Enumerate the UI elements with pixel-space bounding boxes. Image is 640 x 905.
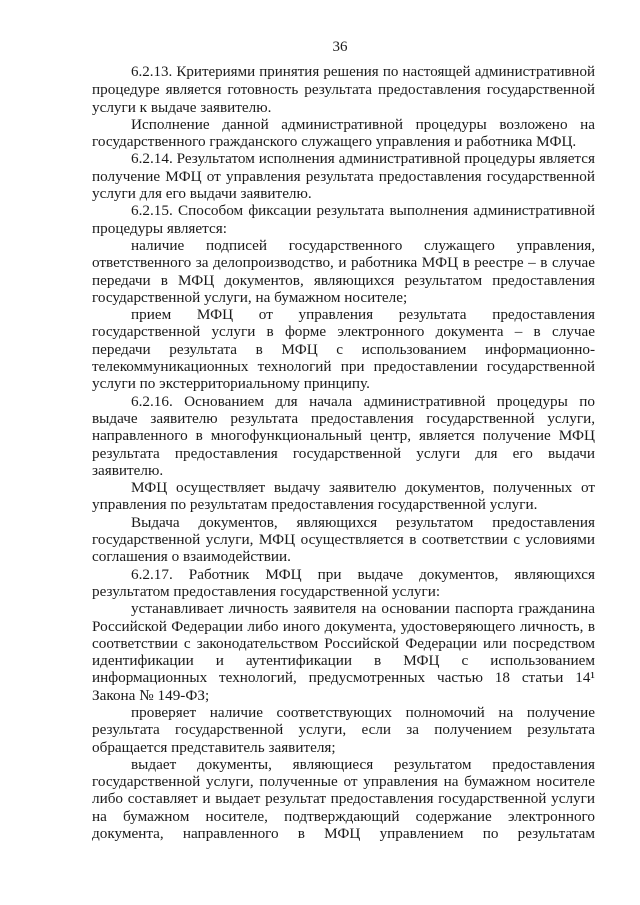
text-line: государственной услуги в форме электронного документа – в случае <box>92 323 595 341</box>
text-line: направленного в многофункциональный центр, является получение МФЦ <box>92 427 595 445</box>
text-line: результата предоставления государственной услуги для его выдачи <box>92 444 595 462</box>
text-line: 6.2.14. Результатом исполнения административной процедуры является <box>131 150 595 168</box>
text-line: соответствии с законодательством Российской Федерации или посредством <box>92 634 595 652</box>
text-line: соглашения о взаимодействии. <box>92 548 291 566</box>
text-line: получение МФЦ от управления результата предоставления государственной <box>92 167 595 185</box>
text-line: государственной услуги, МФЦ осуществляется в соответствии с условиями <box>92 531 595 549</box>
text-line: результатом предоставления государственной услуги: <box>92 582 441 600</box>
text-line: государственной услуги, полученные от управления на бумажном носителе <box>92 773 595 791</box>
text-line: проверяет наличие соответствующих полномочий на получение <box>131 703 595 721</box>
text-line: 6.2.13. Критериями принятия решения по настоящей административной <box>131 64 595 80</box>
text-line: 6.2.15. Способом фиксации результата выполнения административной <box>131 202 595 220</box>
text-line: передачи в МФЦ документов, являющихся результатом предоставления <box>92 271 595 289</box>
text-line: Закона № 149-ФЗ; <box>92 686 210 704</box>
text-line: выдает документы, являющиеся результатом предоставления <box>131 755 595 773</box>
text-line: процедуре является готовность результата предоставления государственной <box>92 81 595 99</box>
page-number: 36 <box>332 39 348 55</box>
text-line: телекоммуникационных технологий при предоставлении государственной <box>92 358 595 376</box>
text-line: услуги к выдаче заявителю. <box>92 98 272 116</box>
text-line: процедуры является: <box>92 219 227 237</box>
text-line: МФЦ осуществляет выдачу заявителю документов, полученных от <box>131 479 595 497</box>
text-line: выдаче заявителю результата предоставления государственной услуги, <box>92 409 595 427</box>
text-line: передачи результата в МФЦ с использованием информационно- <box>92 340 595 358</box>
text-line: заявителю. <box>92 461 164 479</box>
text-line: Российской Федерации либо иного документа, удостоверяющего личность, в <box>92 617 595 635</box>
text-line: результата государственной услуги, если за получением результата <box>92 721 595 739</box>
text-line: либо составляет и выдает результат предоставления государственной услуги <box>92 790 595 808</box>
text-line: управления по результатам предоставления государственной услуги. <box>92 496 538 514</box>
text-line: документа, направленного в МФЦ управлением по результатам <box>92 825 595 843</box>
text-line: идентификации и аутентификации в МФЦ с использованием <box>92 652 595 670</box>
text-line: информационных технологий, предусмотренных частью 18 статьи 14¹ <box>92 669 595 687</box>
text-line: 6.2.16. Основанием для начала административной процедуры по <box>131 392 595 410</box>
text-line: государственной услуги, на бумажном носителе; <box>92 288 408 306</box>
text-line: прием МФЦ от управления результата предоставления <box>131 306 595 324</box>
text-line: на бумажном носителе, подтверждающий содержание электронного <box>92 807 595 825</box>
text-line: Исполнение данной административной процедуры возложено на <box>131 115 595 133</box>
text-line: ответственного за делопроизводство, и работника МФЦ в реестре – в случае <box>92 254 595 272</box>
text-line: Выдача документов, являющихся результатом предоставления <box>131 513 595 531</box>
text-line: услуги по экстерриториальному принципу. <box>92 375 370 393</box>
text-line: наличие подписей государственного служащего управления, <box>131 236 595 254</box>
text-line: устанавливает личность заявителя на основании паспорта гражданина <box>131 600 595 618</box>
text-line: услуги для его выдачи заявителю. <box>92 185 312 203</box>
text-line: 6.2.17. Работник МФЦ при выдаче документов, являющихся <box>131 565 595 583</box>
document-body <box>92 64 595 842</box>
text-line: государственного гражданского служащего управления и работника МФЦ. <box>92 133 577 151</box>
text-line: обращается представитель заявителя; <box>92 738 336 756</box>
